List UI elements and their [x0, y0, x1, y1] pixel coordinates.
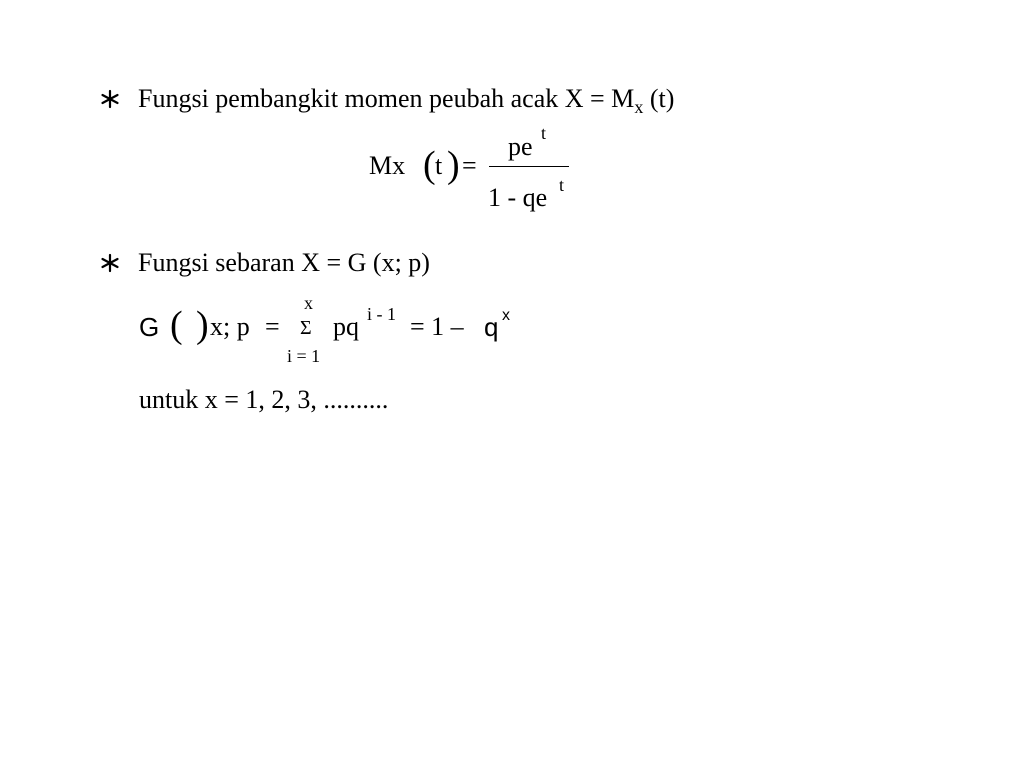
eq2-sum-lower-limit: i = 1 — [287, 346, 321, 366]
eq1-denominator-superscript: t — [559, 175, 565, 195]
eq1-paren-close: ) — [447, 144, 460, 186]
eq1-lhs: Mx — [369, 151, 406, 180]
bullet-text-main: Fungsi pembangkit momen peubah acak X = M — [138, 84, 635, 113]
eq1-equals: = — [462, 151, 477, 180]
eq2-rhs-superscript: x — [502, 307, 510, 324]
eq2-sum-symbol: Σ — [300, 317, 312, 339]
eq2-rhs-q: q — [484, 312, 499, 342]
eq2-rhs: = 1 – — [410, 312, 464, 341]
eq1-paren-open: ( — [423, 144, 436, 186]
eq1-fraction-bar — [489, 166, 569, 167]
bullet-text-distribution: Fungsi sebaran X = G (x; p) — [138, 248, 430, 277]
eq2-paren-open: ( — [170, 304, 183, 346]
bullet-text-subscript: x — [634, 97, 644, 117]
eq2-args: x; p — [210, 312, 250, 341]
bullet-text-tail: (t) — [649, 84, 675, 113]
asterisk-bullet-icon — [100, 253, 120, 273]
eq2-domain-condition: untuk x = 1, 2, 3, .......... — [139, 385, 389, 414]
eq1-denominator: 1 - qe — [488, 183, 548, 212]
asterisk-bullet-icon — [100, 89, 120, 109]
eq2-function-name: G — [139, 312, 160, 342]
bullet-text-mgf — [138, 84, 675, 117]
eq1-arg: t — [435, 151, 443, 180]
eq2-sum-upper-limit: x — [304, 293, 313, 313]
eq2-paren-close: ) — [196, 304, 209, 346]
eq1-numerator: pe — [508, 132, 533, 161]
eq2-term: pq — [333, 312, 359, 341]
eq1-numerator-superscript: t — [541, 123, 547, 143]
eq2-equals: = — [265, 312, 280, 341]
eq2-term-superscript: i - 1 — [367, 304, 396, 324]
